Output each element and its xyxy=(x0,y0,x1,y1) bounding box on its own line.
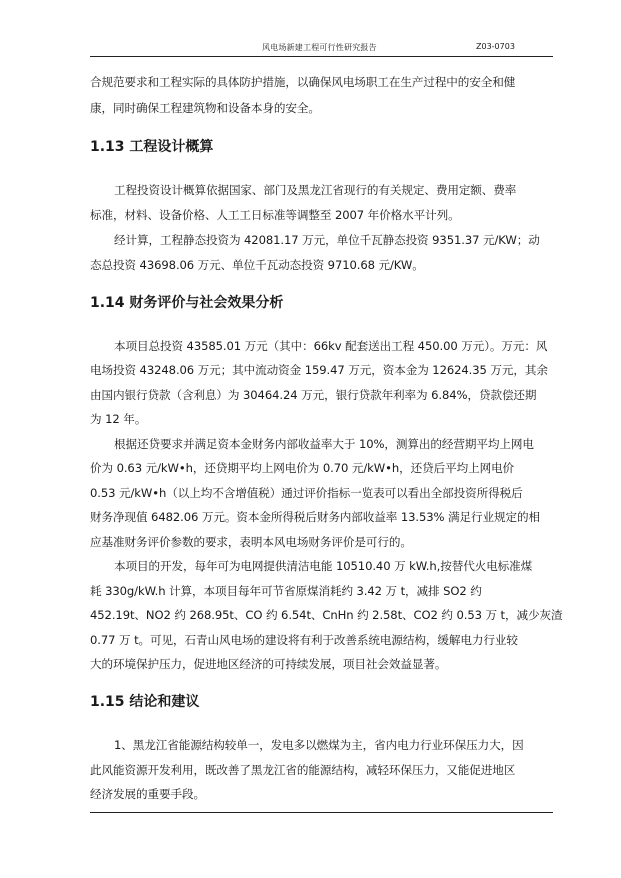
paragraph-line: 此风能资源开发利用，既改善了黑龙江省的能源结构，减轻环保压力，又能促进地区 xyxy=(90,763,516,777)
paragraph-line: 本项目总投资 43585.01 万元（其中：66kv 配套送出工程 450.00 万元）。万元：风 xyxy=(114,339,548,353)
header-title: 风电场新建工程可行性研究报告 xyxy=(262,43,377,52)
paragraph-line: 本项目的开发，每年可为电网提供清洁电能 10510.40 万 kW.h,按替代火电标准煤 xyxy=(114,559,533,573)
paragraph-line: 财务净现值 6482.06 万元。资本金所得税后财务内部收益率 13.53% 满足行业规定的相 xyxy=(90,510,541,524)
paragraph-line: 大的环境保护压力，促进地区经济的可持续发展，项目社会效益显著。 xyxy=(90,657,447,671)
paragraph-line: 1、黑龙江省能源结构较单一，发电多以燃煤为主，省内电力行业环保压力大，因 xyxy=(114,738,524,752)
section-heading: 1.13 工程设计概算 xyxy=(90,139,214,155)
paragraph-line: 电场投资 43248.06 万元；其中流动资金 159.47 万元，资本金为 12624.35 万元，其余 xyxy=(90,363,548,377)
paragraph-line: 应基准财务评价参数的要求，表明本风电场财务评价是可行的。 xyxy=(90,535,412,549)
section-heading: 1.14 财务评价与社会效果分析 xyxy=(90,295,284,311)
paragraph-line: 价为 0.63 元/kW•h，还贷期平均上网电价为 0.70 元/kW•h，还贷后平均上网电价 xyxy=(90,461,515,475)
paragraph-line: 0.77 万 t。可见，石青山风电场的建设将有利于改善系统电源结构，缓解电力行业较 xyxy=(90,633,518,647)
intro-line: 康，同时确保工程建筑物和设备本身的安全。 xyxy=(90,101,320,115)
page-header xyxy=(90,40,553,57)
intro-line: 合规范要求和工程实际的具体防护措施，以确保风电场职工在生产过程中的安全和健 xyxy=(90,75,516,89)
section-heading: 1.15 结论和建议 xyxy=(90,694,200,710)
paragraph-line: 态总投资 43698.06 万元、单位千瓦动态投资 9710.68 元/KW。 xyxy=(90,258,424,272)
paragraph-line: 0.53 元/kW•h（以上均不含增值税）通过评价指标一览表可以看出全部投资所得税后 xyxy=(90,486,523,500)
paragraph-line: 经计算，工程静态投资为 42081.17 万元，单位千瓦静态投资 9351.37 元/KW；动 xyxy=(114,233,540,247)
footer-rule xyxy=(90,812,553,813)
paragraph-line: 根据还贷要求并满足资本金财务内部收益率大于 10%，测算出的经营期平均上网电 xyxy=(114,437,534,451)
paragraph-line: 经济发展的重要手段。 xyxy=(90,787,205,801)
paragraph-line: 为 12 年。 xyxy=(90,412,147,426)
paragraph-line: 耗 330g/kW.h 计算，本项目每年可节省原煤消耗约 3.42 万 t，减排 SO2 约 xyxy=(90,584,482,598)
paragraph-line: 由国内银行贷款（含利息）为 30464.24 万元，银行贷款年利率为 6.84%，贷款偿还期 xyxy=(90,388,537,402)
paragraph-line: 452.19t、NO2 约 268.95t、CO 约 6.54t、CnHn 约 2.58t、CO2 约 0.53 万 t，减少灰渣 xyxy=(90,608,563,622)
paragraph-line: 标准，材料、设备价格、人工工日标准等调整至 2007 年价格水平计列。 xyxy=(90,208,460,222)
paragraph-line: 工程投资设计概算依据国家、部门及黑龙江省现行的有关规定、费用定额、费率 xyxy=(114,183,517,197)
header-document-code: Z03-0703 xyxy=(476,42,515,51)
